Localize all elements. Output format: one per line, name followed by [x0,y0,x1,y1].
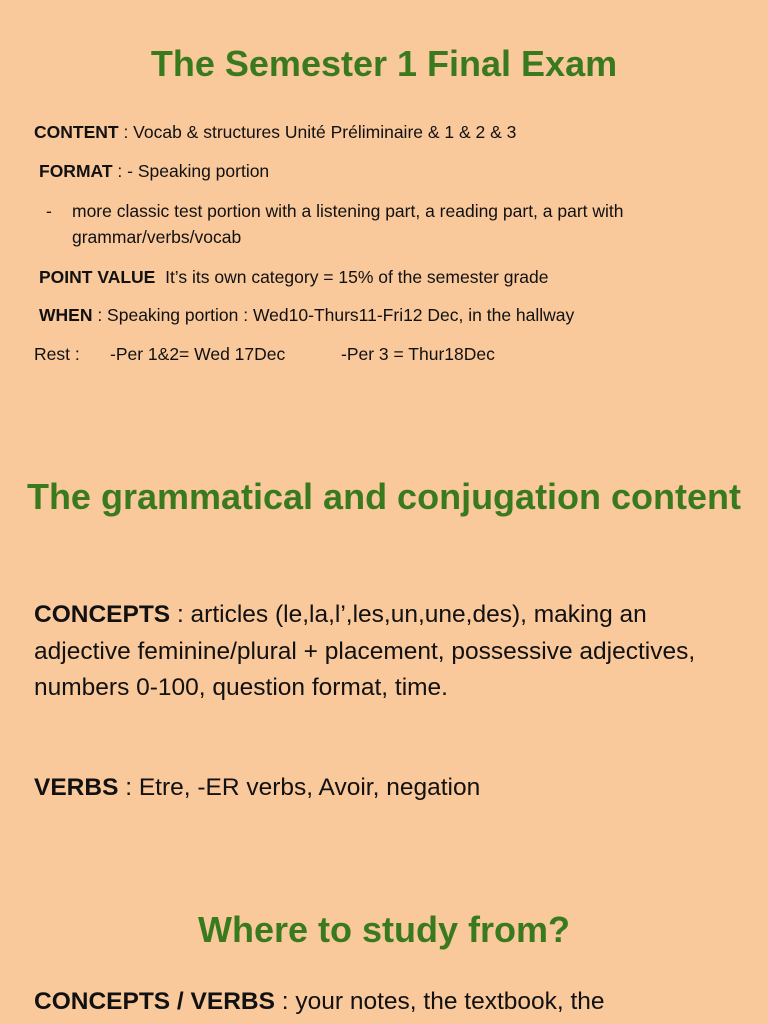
format-label: FORMAT [39,161,113,181]
verbs-paragraph [34,770,734,807]
bullet-text: more classic test portion with a listening part, a reading part, a part with grammar/verbs/vocab [72,201,624,247]
study-value: : your notes, the textbook, the [274,988,605,1015]
point-value-label: POINT VALUE [39,267,156,287]
format-value: : - Speaking portion [112,161,270,181]
study-label: CONCEPTS / VERBS [34,988,275,1015]
concepts-label: CONCEPTS [34,601,171,628]
point-value-text: It’s its own category = 15% of the semester grade [155,267,549,287]
study-title: Where to study from? [197,909,570,950]
verbs-value: : Etre, -ER verbs, Avoir, negation [118,774,481,801]
content-value: : Vocab & structures Unité Préliminaire & 1 & 2 & 3 [118,122,517,142]
when-label: WHEN [39,305,93,325]
grammar-title: The grammatical and conjugation content [26,476,742,517]
point-value-line [39,264,549,290]
content-label: CONTENT [34,122,119,142]
rest-per3: -Per 3 = Thur18Dec [341,344,495,364]
concepts-value: : articles (le,la,l’,les,un,une,des), making an adjective feminine/plural + placement, possessive adjectives, numbers 0-100, question format, time. [34,601,696,701]
concepts-paragraph [34,597,734,707]
bullet-dash: - [46,201,52,221]
when-value: : Speaking portion : Wed10-Thurs11-Fri12 Dec, in the hallway [92,305,575,325]
exam-title: The Semester 1 Final Exam [150,43,618,84]
study-paragraph [34,984,734,1021]
verbs-label: VERBS [34,774,119,801]
rest-per12: -Per 1&2= Wed 17Dec [110,344,286,364]
content-line [34,119,516,145]
when-line [39,302,574,328]
format-line [39,158,269,184]
rest-label: Rest : [34,344,80,364]
